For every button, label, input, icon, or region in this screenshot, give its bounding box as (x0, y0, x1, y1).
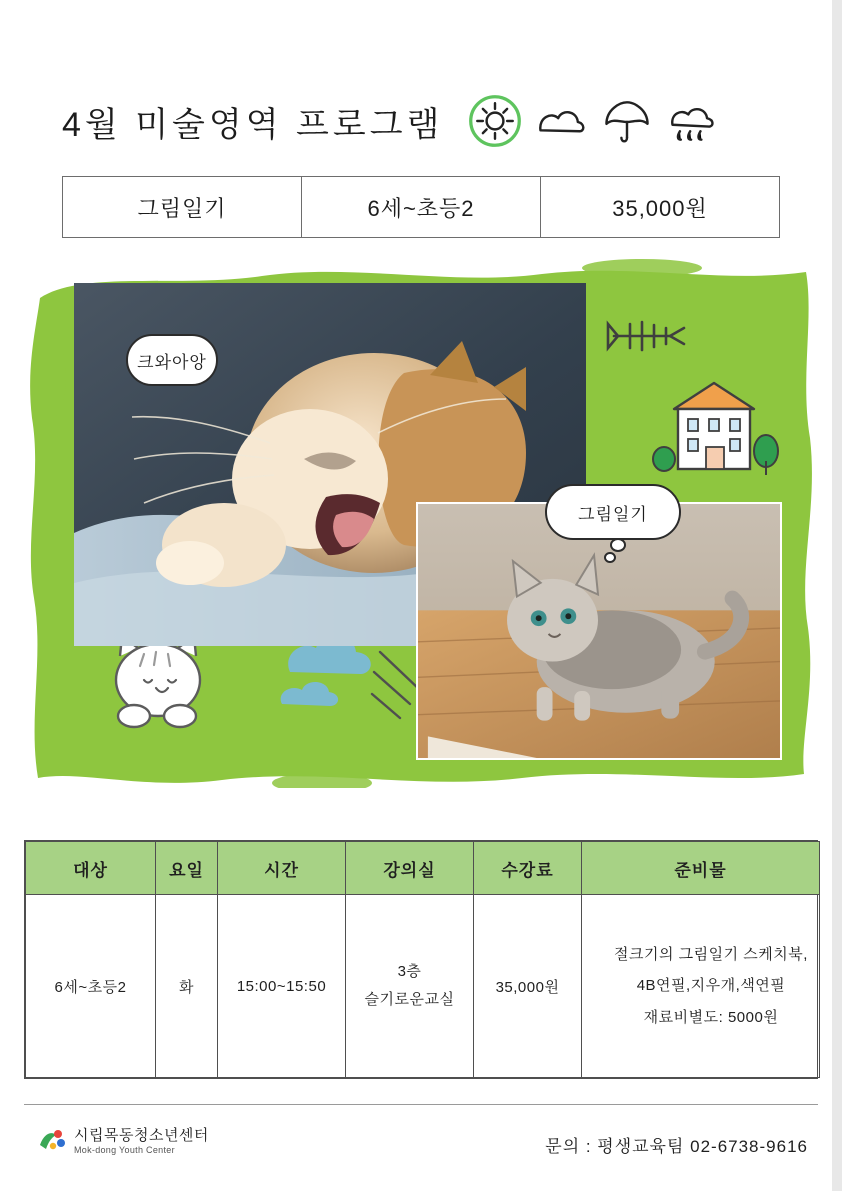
table-row (26, 895, 820, 1078)
col-header-day: 요일 (156, 842, 218, 895)
table-header-row (26, 842, 820, 895)
cell-room-floor: 3층 (397, 962, 422, 980)
cell-room (346, 895, 474, 1078)
materials-line-3: 재료비별도: 5000원 (643, 1008, 779, 1026)
page-title: 4월 미술영역 프로그램 (62, 105, 444, 144)
materials-line-1: 절크기의 그림일기 스케치북, (614, 945, 808, 963)
schedule-table-wrap (24, 840, 818, 1079)
organization-name-kr: 시립목동청소년센터 (74, 1127, 209, 1144)
poster-footer (24, 1118, 818, 1178)
poster-header (62, 86, 780, 156)
program-summary-bar (62, 176, 780, 238)
page-right-edge (832, 0, 842, 1191)
summary-fee: 35,000원 (612, 195, 708, 221)
col-header-room: 강의실 (346, 842, 474, 895)
speech-bubble-sub: 그림일기 (545, 484, 681, 540)
logo-icon (36, 1125, 66, 1155)
fishbone-icon (600, 306, 690, 366)
house-icon (652, 363, 782, 503)
cell-room-name: 슬기로운교실 (364, 991, 455, 1008)
cell-fee: 35,000원 (474, 895, 582, 1078)
cloud-icon (533, 93, 589, 149)
summary-age-range: 6세~초등2 (302, 177, 541, 237)
col-header-fee: 수강료 (474, 842, 582, 895)
contact-info: 문의 : 평생교육팀 02-6738-9616 (545, 1137, 808, 1156)
col-header-target: 대상 (26, 842, 156, 895)
weather-icon-group (467, 93, 721, 149)
organization-name-en: Mok-dong Youth Center (74, 1145, 175, 1155)
sun-icon (467, 93, 523, 149)
cell-day: 화 (156, 895, 218, 1078)
umbrella-icon (599, 93, 655, 149)
summary-program-name: 그림일기 (63, 177, 302, 237)
speech-bubble-main: 크와아앙 (126, 334, 218, 386)
speech-bubble-tail-small (604, 552, 616, 563)
standing-kitten-photo-art (418, 504, 780, 758)
schedule-table (25, 841, 820, 1078)
rain-icon (665, 93, 721, 149)
materials-line-2: 4B연필,지우개,색연필 (636, 977, 786, 995)
cell-time: 15:00~15:50 (218, 895, 346, 1078)
cell-target: 6세~초등2 (26, 895, 156, 1078)
col-header-materials: 준비물 (582, 842, 820, 895)
cell-materials (582, 895, 820, 1078)
footer-divider (24, 1104, 818, 1105)
organization-logo (36, 1124, 209, 1155)
speech-bubble-tail-large (610, 538, 626, 552)
col-header-time: 시간 (218, 842, 346, 895)
sub-photo (416, 502, 782, 760)
